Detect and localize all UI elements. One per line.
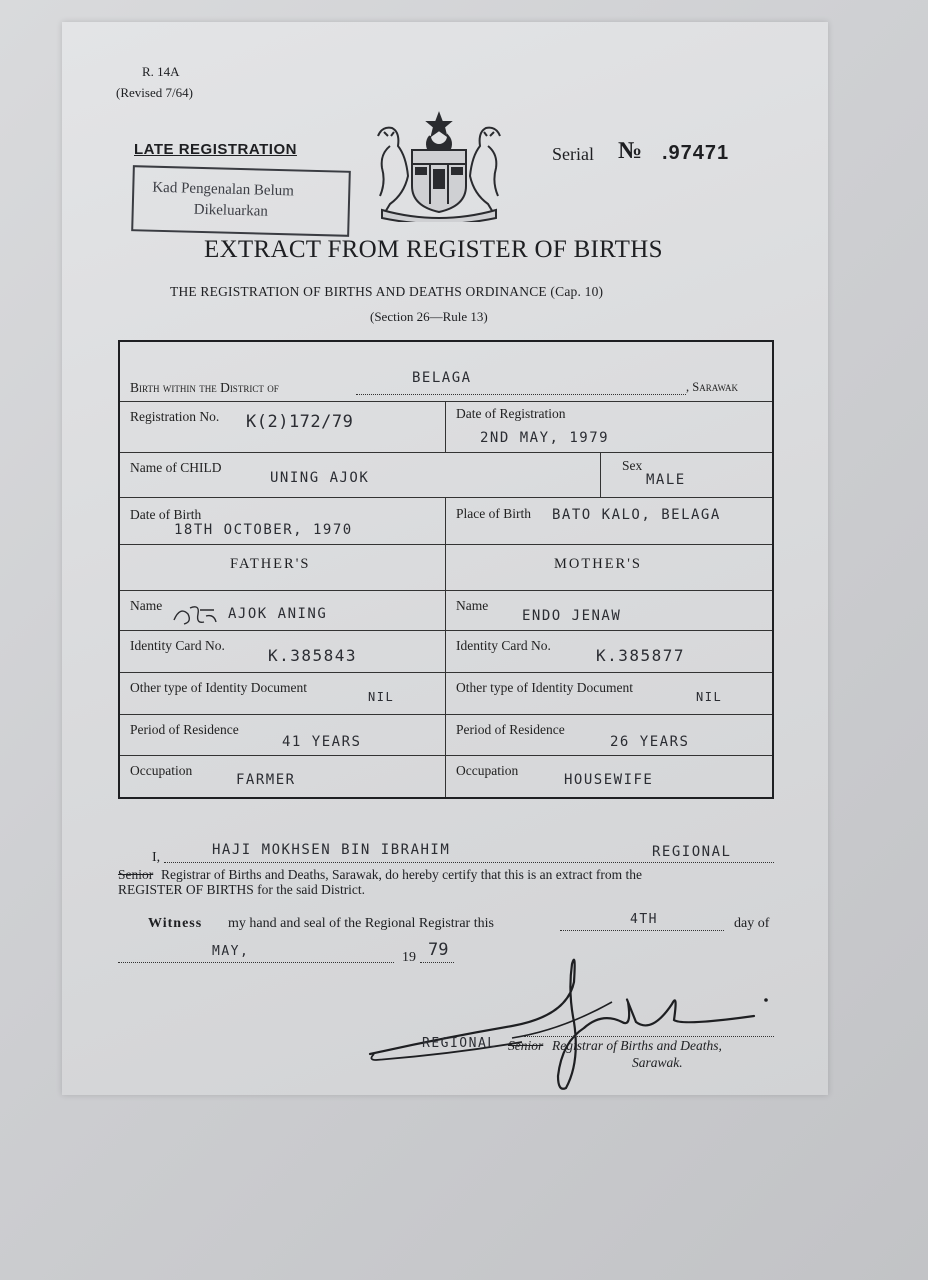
certificate-paper: [62, 22, 828, 1095]
mother-name-label: Name: [456, 598, 489, 613]
place-of-birth-label: Place of Birth: [456, 506, 531, 521]
day-value: 4TH: [630, 912, 658, 927]
witness-text: my hand and seal of the Regional Registrar this: [228, 916, 494, 931]
father-name-label: Name: [130, 598, 163, 613]
mother-other-id-label: Other type of Identity Document: [456, 680, 633, 695]
mother-column-header: MOTHER'S: [554, 556, 642, 572]
mother-occupation-label: Occupation: [456, 763, 519, 778]
registrar-signature: [362, 942, 782, 1092]
cert-struck-word: Senior: [118, 867, 154, 882]
registration-no-value: K(2)172/79: [246, 412, 354, 432]
registration-date-label: Date of Registration: [456, 406, 566, 421]
signature-typed-title: REGIONAL: [422, 1036, 497, 1051]
mother-name-value: ENDO JENAW: [522, 608, 622, 624]
father-other-id-label: Other type of Identity Document: [130, 680, 307, 695]
day-dotted-line: [560, 930, 724, 931]
birth-details-table: [118, 340, 774, 799]
cert-line-2: Registrar of Births and Deaths, Sarawak, do hereby certify that this is an extract from the: [161, 867, 642, 882]
registrar-name-dotted-line: [164, 862, 774, 863]
signature-line-2: Sarawak.: [632, 1055, 683, 1070]
mother-residence-label: Period of Residence: [456, 722, 565, 737]
sex-label: Sex: [622, 458, 643, 473]
child-name-value: UNING AJOK: [270, 470, 370, 486]
year-value: 79: [428, 940, 449, 960]
father-ic-label: Identity Card No.: [130, 638, 225, 653]
identity-card-stamp: [131, 165, 351, 237]
mother-occupation-value: HOUSEWIFE: [564, 772, 654, 788]
mother-ic-value: K.385877: [596, 646, 686, 665]
mother-residence-value: 26 YEARS: [610, 734, 690, 750]
father-occupation-value: FARMER: [236, 772, 296, 788]
month-dotted-line: [118, 962, 394, 963]
state-label: , Sarawak: [686, 380, 738, 394]
sex-value: MALE: [646, 472, 686, 488]
district-value: BELAGA: [412, 370, 472, 386]
day-of-text: day of: [734, 916, 770, 931]
serial-no-symbol: №: [618, 138, 643, 164]
witness-bold: Witness: [148, 916, 203, 931]
date-of-birth-value: 18TH OCTOBER, 1970: [174, 522, 353, 538]
father-thumbmark-scribble: [170, 600, 230, 630]
serial-label: Serial: [552, 144, 594, 164]
father-residence-label: Period of Residence: [130, 722, 239, 737]
mother-other-id-value: NIL: [696, 690, 723, 704]
registrar-name: HAJI MOKHSEN BIN IBRAHIM: [212, 842, 451, 858]
child-name-label: Name of CHILD: [130, 460, 222, 475]
registration-date-value: 2ND MAY, 1979: [480, 430, 610, 446]
cert-line-3: REGISTER OF BIRTHS for the said District.: [118, 882, 366, 897]
registration-no-label: Registration No.: [130, 409, 220, 424]
date-of-birth-label: Date of Birth: [130, 507, 202, 522]
registrar-title-value: REGIONAL: [652, 844, 732, 860]
month-value: MAY,: [212, 944, 250, 959]
father-residence-value: 41 YEARS: [282, 734, 362, 750]
signature-dotted-line: [524, 1036, 774, 1037]
late-registration-heading: LATE REGISTRATION: [134, 141, 297, 158]
place-of-birth-value: BATO KALO, BELAGA: [552, 507, 721, 523]
mother-ic-label: Identity Card No.: [456, 638, 551, 653]
form-code: R. 14A: [142, 64, 180, 79]
document-title: EXTRACT FROM REGISTER OF BIRTHS: [204, 236, 663, 263]
father-occupation-label: Occupation: [130, 763, 193, 778]
signature-line-1: Registrar of Births and Deaths,: [552, 1038, 722, 1053]
father-ic-value: K.385843: [268, 646, 358, 665]
section-rule: (Section 26—Rule 13): [370, 309, 488, 324]
coat-of-arms-emblem: [368, 106, 510, 222]
father-name-value: AJOK ANING: [228, 606, 328, 622]
district-dotted-line: [356, 394, 686, 395]
serial-number: .97471: [662, 142, 730, 164]
father-other-id-value: NIL: [368, 690, 395, 704]
stamp-line-2: Dikeluarkan: [193, 201, 269, 220]
signature-struck-word: Senior: [508, 1038, 544, 1053]
form-revised: (Revised 7/64): [116, 85, 193, 100]
stamp-line-1: Kad Pengenalan Belum: [152, 179, 295, 200]
father-column-header: FATHER'S: [230, 556, 311, 572]
cert-i: I,: [152, 850, 161, 865]
ordinance-subtitle: THE REGISTRATION OF BIRTHS AND DEATHS ORDINANCE (Cap. 10): [170, 284, 604, 299]
district-label: Birth within the District of: [130, 380, 279, 395]
year-prefix: 19: [402, 950, 416, 965]
